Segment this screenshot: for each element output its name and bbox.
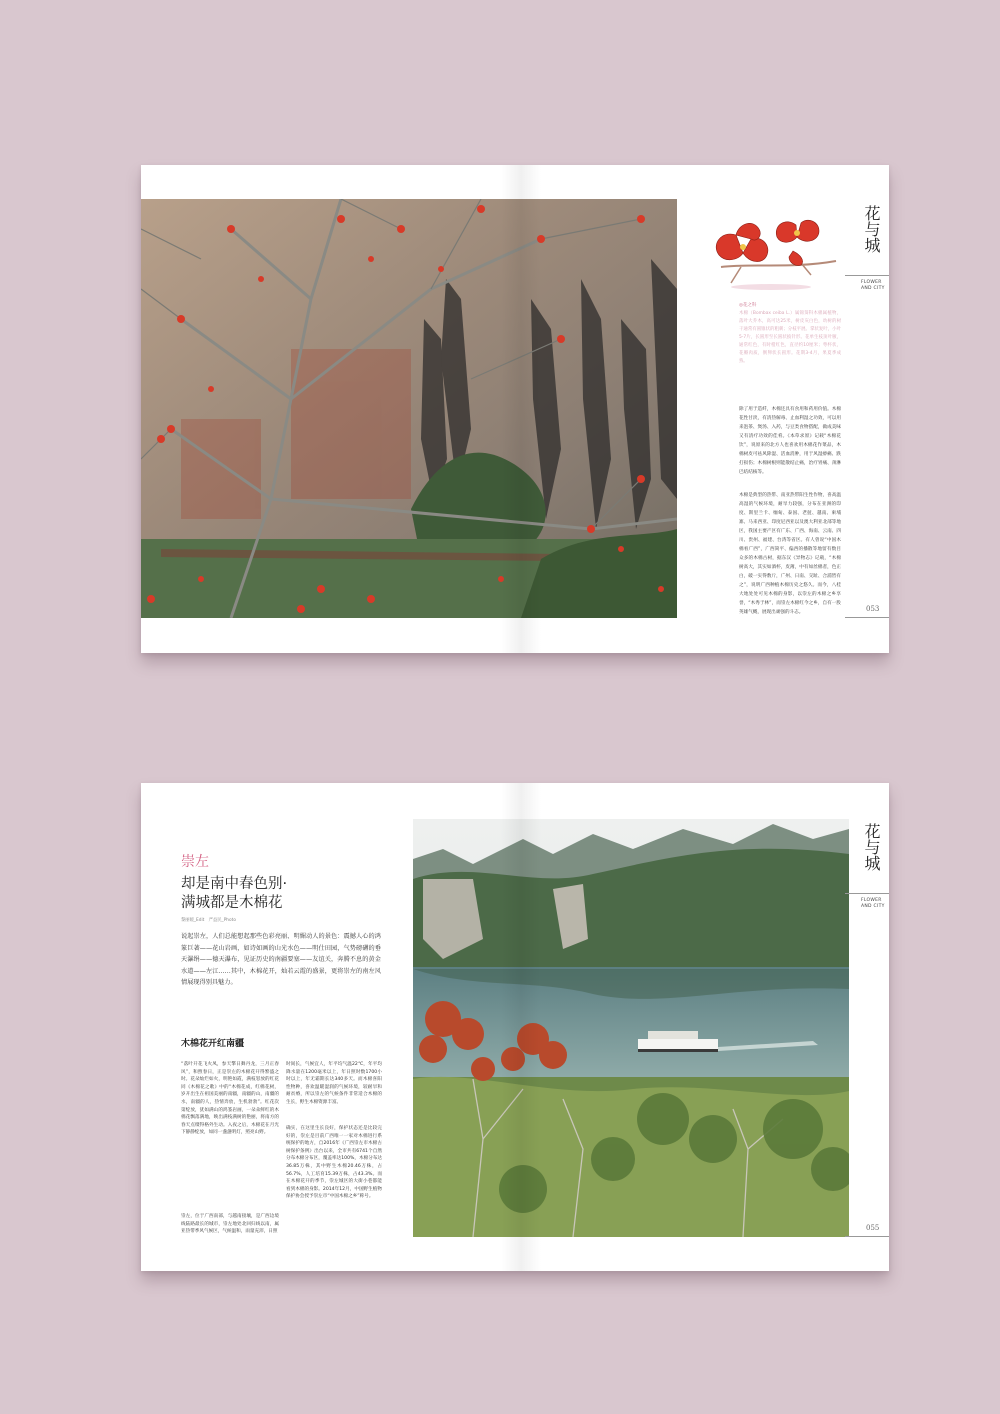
headline-line-2: 满城都是木棉花	[181, 895, 283, 911]
page-number-rule	[845, 1236, 889, 1237]
kapok-flower-illustration	[701, 205, 841, 295]
magazine-spread-bottom	[141, 783, 889, 1271]
body-paragraph-2: 木棉是典型的热带、南亚热带阳生性作物，喜高温高湿的气候环境，耐旱力较强，分布在亚洲的印度、斯里兰卡、缅甸、泰国、老挝、越南、柬埔寨、马来西亚、印度尼西亚以及澳大利亚北部等地区，我国主要产区有广东、广西、海南、云南、四川、贵州、福建、台湾等省区。有人曾说“中国木棉看广西”，广西简平、偏西的播散等地留有数目众多的木棉古树，据东汉《异物志》记载，“木棉树高大，其实如酒杯，皮薄，中有如丝棉者，色正白，破一实得数斤，广州、日南、交趾、合浦皆有之”，说明广西种植木棉历史之悠久。而今，八桂大地处处可见木棉的身影，以崇左的木棉之乡享誉，“木秀于林”，而崇左木棉红今之乡，自有一股英雄气概，展现出顽强的斗志。	[739, 493, 841, 615]
section-title: 花与城	[862, 205, 881, 253]
magazine-spread-top	[141, 165, 889, 653]
section-title-en: FLOWER AND CITY	[861, 898, 885, 909]
section-rule	[845, 275, 889, 276]
section-subhead: 木棉花开红南疆	[181, 1039, 245, 1049]
article-credit: 黎丽媛_Edit 严益民_Photo	[181, 918, 236, 923]
cliff-kapok-photo	[141, 199, 677, 618]
column-2-text: 时间长，气候宜人，年平均气温22℃，年平均降水量在1200毫米以上，年日照时数1700小时以上，年无霜期长达340多天。而木棉喜阳性物种，喜欢温暖湿润的气候环境，较耐旱和耐贫瘠，所以崇左的气候条件非常适合木棉的生长，野生木棉资源丰富。	[286, 1062, 382, 1105]
note-label: ◎花之科	[739, 303, 757, 308]
page-number: 053	[866, 605, 880, 613]
column-1-text-b: 崇左，位于广西南部，与越南接壤，是广西边境线陆路最长的城市，崇左地处北回归线以南，属亚热带季风气候区，气候温和，雨量充沛，日照	[181, 1214, 279, 1235]
headline-line-1: 却是南中春色别·	[181, 876, 288, 892]
article-kicker: 崇左	[181, 854, 209, 870]
column-1-text: “落叶开花飞火凤，参天擎日舞丹龙，三月正春风”，和煦春日，正是崇左的木棉花开得繁盛之时。花朵灿烂如火，明艳如霞，满枝怒放的红花同《木棉花之歌》中的“木棉花成，红棉花树，岁开出生在祖国美丽的南疆，南疆的山，南疆的水，南疆的人，热情奔放，生机勃勃”。红花次第绽放，犹如满山的鸿篆岩画，一朵朵鲜红的木棉花飘落满地，映出满枝满树的艳丽，将南方的春天点缀得格外生动。入夜之后，木棉花在月光下静静绽放，如同一盏盏明灯，照亮山野。	[181, 1062, 279, 1136]
page-number: 055	[866, 1224, 880, 1232]
section-rule	[845, 893, 889, 894]
column-2-text-b: 确实，在这里生长良好，保护状态还是比较完好的，崇左是目前广西唯一一家对木棉进行系统保护的地方，自2016年《广西崇左市木棉古树保护条例》出台以来，全市共有6741个自然分布木棉分布区，覆盖率达100%，木棉分布达36.85万株，其中野生木棉20.46万株，占56.7%，人工培育15.39万株，占43.3%。而在木棉花开的季节，崇左城区的大街小巷都能看到木棉的身影。2014年12月，中国野生植物保护协会授予崇左市“中国木棉之乡”称号。	[286, 1126, 382, 1200]
page-number-rule	[845, 617, 889, 618]
body-paragraph-1: 除了用于造纤，木棉还具有食用和药用价值。木棉花性甘淡，有清热解毒、止血利湿之功效，可以用来泡茶、煲汤、入药，与豆类食物搭配，做成美味又有清疗功效的佳肴。《本草求原》记载“木棉花饮”，说原来的北方人也喜欢用木棉花作菜品，木棉树皮可祛风除湿、活血消肿，用于风湿痹痛、跌打损伤；木棉树根则能散结止痛，治疗胃痛、颈淋巴结结核等。	[739, 407, 841, 475]
section-title: 花与城	[862, 823, 881, 871]
article-lead: 说起崇左，人们总能想起那些色彩亮丽、明媚动人的景色：震撼人心的鸿篆巨著——花山岩画，如诗如画的山光水色——明仕田园，气势磅礴的垂天瀑绢——德天瀑布，见证历史的南疆要塞——友谊关，奔腾不息的黄金水道——左江……其中，木棉花开，灿若云霞的盛景，更将崇左的南左风情展现得别具魅力。	[181, 933, 381, 986]
botanical-note: 木棉（Bombax ceiba L.）属锦葵科木棉属植物，落叶大乔木，高可达25米，树皮灰白色，幼树的树干通常有圆锥状的粗刺；分枝平展。掌状复叶，小叶5-7片，长圆形至长圆状披针形。花单生枝顶叶腋，通常红色，有时橙红色，直径约10厘米；萼杯状，花瓣肉质，倒卵状长圆形。花期3-4月，果夏季成熟。	[739, 311, 841, 364]
section-title-en: FLOWER AND CITY	[861, 280, 885, 291]
river-boat-photo	[413, 819, 849, 1237]
